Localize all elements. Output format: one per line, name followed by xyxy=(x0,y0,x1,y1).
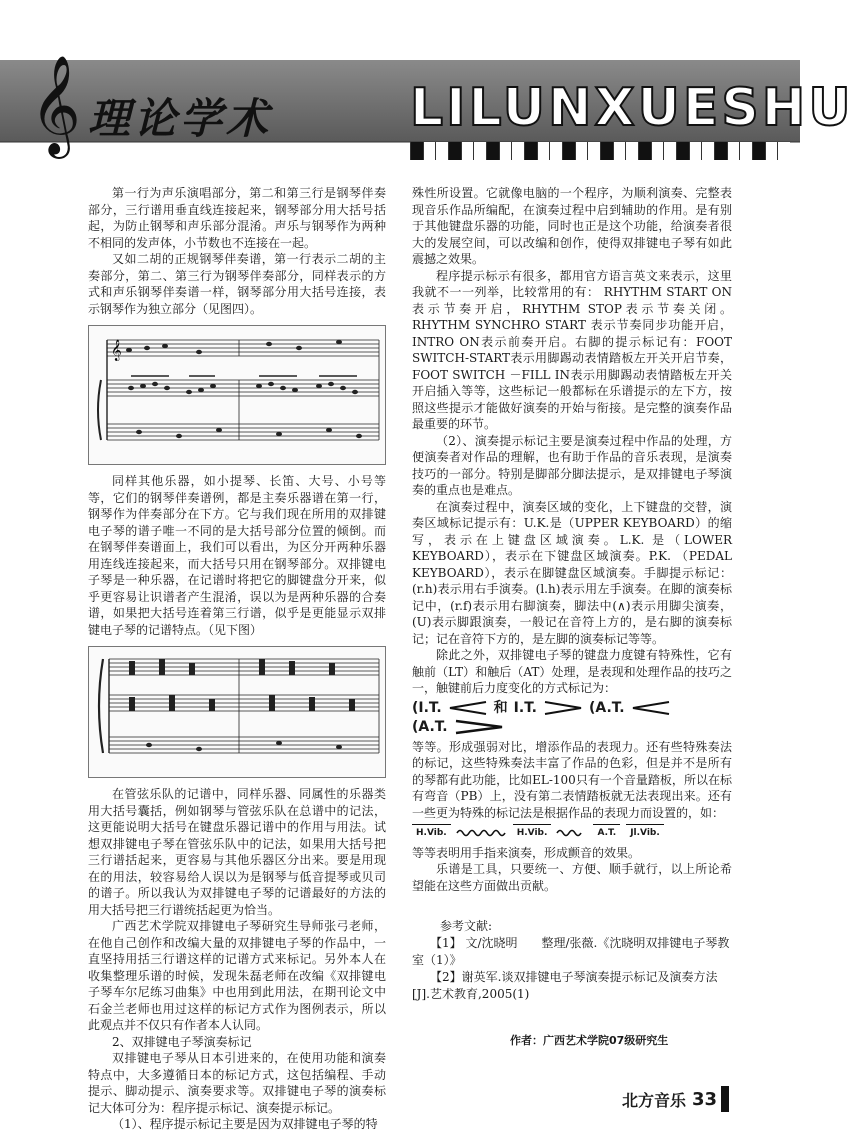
decrescendo-hairpin-icon xyxy=(454,720,504,734)
paragraph: 在管弦乐队的记谱中，同样乐器、同属性的乐器类用大括号囊括，例如钢琴与管弦乐队在总谱中的记法，这更能说明大括号在键盘乐器记谱中的作用与用法。试想双排键电子琴在管弦乐队中的记法，如果用大括号把三行谱括起来，更容易与其他乐器区分出来。要是用现在的用法，较容易给人误以为是钢琴与低音提琴或贝司的谱子。所以我认为双排键电子琴的记谱最好的方法的用大括号把三行谱统括起更为恰当。 xyxy=(88,787,386,917)
references-heading: 参考文献: xyxy=(440,919,493,933)
it-mark-label: I.T. xyxy=(513,699,537,716)
paragraph: （2）、演奏提示标记主要是演奏过程中作品的处理，方便演奏者对作品的理解，也有助于作品的音乐表现，是演奏技巧的一部分。特别是脚部分脚法提示，是双排键电子琴演奏的重点也是难点。 xyxy=(412,433,732,497)
subheading: 2、双排键电子琴演奏标记 xyxy=(112,1034,252,1049)
reference-item: 【1】 文/沈晓明 整理/张薇.《沈晓明双排键电子琴教室（1）》 xyxy=(412,936,730,967)
page-header xyxy=(0,55,854,160)
page-footer xyxy=(600,1085,800,1113)
piano-keys-decoration xyxy=(410,142,790,160)
section-title: 理论学术 xyxy=(88,94,273,143)
reference-item: 【2】谢英军.谈双排键电子琴演奏提示标记及演奏方法[J].艺术教育,2005(1) xyxy=(412,970,718,1001)
paragraph: （1）、程序提示标记主要是因为双排键电子琴的特 xyxy=(112,1117,378,1131)
score-figure-organ xyxy=(88,646,386,778)
jl-vib-mark: Jl.Vib. xyxy=(626,824,664,842)
paragraph: 等等。形成强弱对比，增添作品的表现力。还有些特殊奏法的标记，这些特殊奏法丰富了作品的色彩，但是并不是所有的琴都有此功能，比如EL-100只有一个音量踏板，所以在标有弯音（PB）上，没有第二表情踏板就无法表现出来。还有一些更为特殊的标记法是根据作品的表现力而设置的，如： xyxy=(412,739,732,820)
and-label: 和 xyxy=(493,699,508,716)
at-mark-label: (A.T. xyxy=(588,699,625,716)
h-vib-mark: H.Vib. xyxy=(513,824,552,842)
crescendo-hairpin-icon xyxy=(631,701,671,715)
wavy-line-icon xyxy=(557,828,587,838)
decrescendo-hairpin-icon xyxy=(543,701,583,715)
paragraph: 在演奏过程中，演奏区域的变化，上下键盘的交替，演奏区域标记提示有：U.K.是（UPPER KEYBOARD）的缩写，表示在上键盘区域演奏。L.K. 是（LOWER KEYBOARD），表示在下键盘区域演奏。P.K. （PEDAL KEYBOARD），表示在脚键盘区域演奏。手脚提示标记：(r.h)表示用右手演奏。(l.h)表示用左手演奏。在脚的演奏标记中，(r.f)表示用右脚演奏，脚法中(∧)表示用脚尖演奏，(U)表示脚跟演奏，一般记在音符上方的，是右脚的演奏标记；记在音符下方的，是左脚的演奏标记等等。 xyxy=(412,499,732,646)
section-pinyin: LILUNXUESHU xyxy=(410,78,854,138)
author-note: 作者：广西艺术学院07级研究生 xyxy=(510,1034,669,1047)
left-column xyxy=(88,185,386,1133)
paragraph: 同样其他乐器，如小提琴、长笛、大号、小号等等，它们的钢琴伴奏谱例，都是主奏乐器谱在第一行，钢琴作为伴奏部分在下方。它与我们现在所用的双排键电子琴的谱子唯一不同的是大括号部分位置的倾倒。而在钢琴伴奏谱面上，我们可以看出，为区分开两种乐器用连线连接起来，而大括号只用在钢琴部分。双排键电子琴是一种乐器，在记谱时将把它的脚键盘分开来，似乎更容易让识谱者产生混淆，误以为是两种乐器的合奏谱，如果把大括号连着第三行谱，似乎是更能显示双排键电子琴的记谱特点。（见下图） xyxy=(88,474,386,637)
dynamics-marks-row-1 xyxy=(412,700,732,717)
paragraph: 第一行为声乐演唱部分，第二和第三行是钢琴伴奏部分，三行谱用垂直线连接起来，钢琴部分用大括号括起，为防止钢琴和声乐部分混淆。声乐与钢琴作为两种不相同的发声体，小节数也不连接在一起。 xyxy=(88,186,386,250)
paragraph: 程序提示标示有很多，都用官方语言英文来表示，这里我就不一一列举，比较常用的有： RHYTHM START ON 表示节奏开启，RHYTHM STOP表示节奏关闭。RHYTHM SYNCHRO START 表示节奏同步功能开启，INTRO ON表示前奏开启。右脚的提示标记有：FOOT SWITCH-START表示用脚踢动表情踏板左开关开启节奏，FOOT SWITCH －FILL IN表示用脚踢动表情踏板左开关开启插入等等，这些标记一般都标在乐谱提示的左下方，按照这些提示才能做好演奏的开始与衔接。是完整的演奏作品最重要的环节。 xyxy=(412,268,732,431)
dynamics-marks-row-2 xyxy=(412,719,732,736)
score-figure-erhu xyxy=(88,325,386,465)
paragraph: 殊性所设置。它就像电脑的一个程序，为顺利演奏、完整表现音乐作品所编配，在演奏过程中启到辅助的作用。是有别于其他键盘乐器的功能，同时也正是这个功能，给演奏者很大的发展空间，可以改编和创作，使得双排键电子琴有如此震撼之效果。 xyxy=(412,186,732,266)
treble-clef-icon: 𝄞 xyxy=(30,55,81,155)
paragraph: 双排键电子琴从日本引进来的，在使用功能和演奏特点中，大多遵循日本的标记方式，这包括编程、手动提示、脚动提示、演奏要求等。双排键电子琴的演奏标记大体可分为：程序提示标记、演奏提示标记。 xyxy=(88,1051,386,1115)
vibrato-marks-row xyxy=(412,824,732,842)
svg-text:𝄞: 𝄞 xyxy=(111,340,122,361)
right-column xyxy=(412,185,732,894)
at-mark: A.T. xyxy=(593,824,620,842)
paragraph: 除此之外，双排键电子琴的键盘力度键有特殊性，它有触前（LT）和触后（AT）处理，是表现和处理作品的技巧之一，触键前后力度变化的方式标记为： xyxy=(412,648,732,695)
page-number: 33 xyxy=(692,1088,718,1110)
footer-bar-decoration xyxy=(721,1086,729,1112)
paragraph: 广西艺术学院双排键电子琴研究生导师张弓老师，在他自己创作和改编大量的双排键电子琴的作品中，一直坚持用括三行谱这样的记谱方式来标记。另外本人在收集整理乐谱的时候，发现朱磊老师在改编《双排键电子琴车尔尼练习曲集》中也用到此用法，在期刊论文中石金兰老师也用过这样的标记方式作为图例表示，所以此观点并不仅只有作者本人认同。 xyxy=(88,919,386,1032)
journal-name: 北方音乐 xyxy=(622,1090,687,1110)
crescendo-hairpin-icon xyxy=(448,701,488,715)
paragraph: 乐谱是工具，只要统一、方便、顺手就行，以上所论希望能在这些方面做出贡献。 xyxy=(412,862,732,893)
references xyxy=(412,918,732,1003)
paragraph: 等等表明用手指来演奏，形成颤音的效果。 xyxy=(412,845,641,860)
at-mark-label: (A.T. xyxy=(412,719,448,735)
paragraph: 又如二胡的正规钢琴伴奏谱，第一行表示二胡的主奏部分，第二、第三行为钢琴伴奏部分，同样表示的方式和声乐钢琴伴奏谱一样，钢琴部分用大括号连接，表示钢琴作为独立部分（见图四）。 xyxy=(88,252,386,316)
h-vib-mark: H.Vib. xyxy=(412,824,451,842)
lt-mark-label: (I.T. xyxy=(412,699,442,716)
wavy-line-icon xyxy=(457,828,507,838)
